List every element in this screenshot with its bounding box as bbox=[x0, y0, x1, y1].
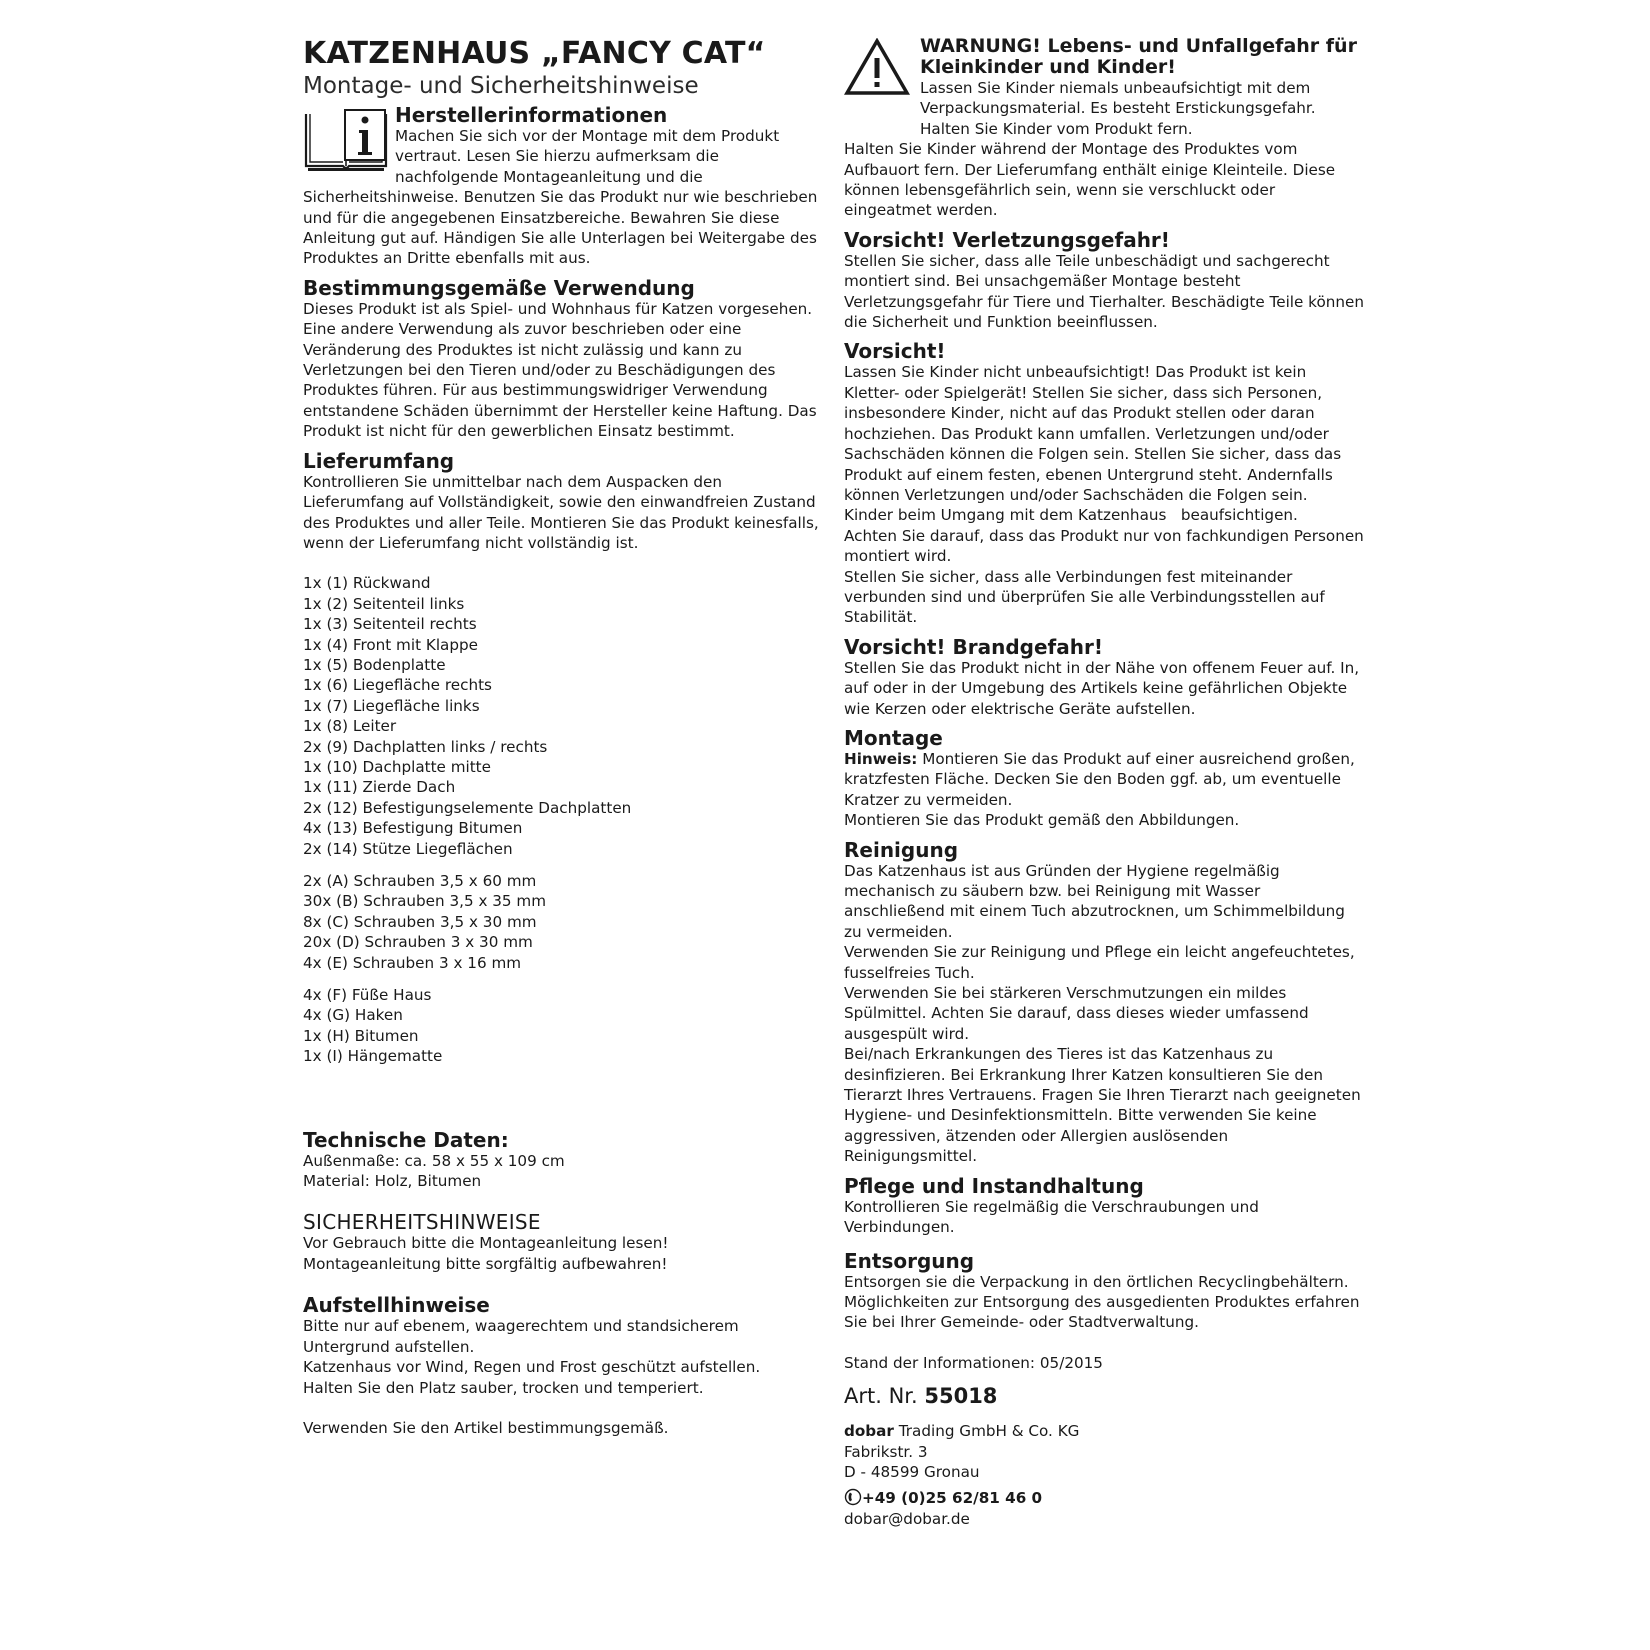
list-item: 2x (9) Dachplatten links / rechts bbox=[303, 737, 548, 756]
paragraph: Stellen Sie das Produkt nicht in der Nähe von offenem Feuer auf. In, auf oder in der Umgebung des Artikels keine gefährlichen Objekte wie Kerzen oder elektrische Geräte aufstellen. bbox=[844, 658, 1360, 718]
list-item: 1x (4) Front mit Klappe bbox=[303, 635, 478, 654]
safety-line: Vor Gebrauch bitte die Montageanleitung lesen! bbox=[303, 1234, 669, 1253]
hint-label: Hinweis: bbox=[844, 749, 918, 768]
paragraph: Bei/nach Erkrankungen des Tieres ist das Katzenhaus zu desinfizieren. Bei Erkrankung Ihrer Katzen konsultieren Sie den Tierarzt Ihres Vertrauens. Fragen Sie Ihren Tierarzt nach geeigneten Hygiene- und Desinfektionsmitteln. Bitte verwenden Sie keine aggressiven, ätzenden oder Allergien auslösenden Reinigungsmittel. bbox=[844, 1045, 1361, 1166]
list-item: 2x (14) Stütze Liegeflächen bbox=[303, 839, 513, 858]
page-subtitle: Montage- und Sicherheitshinweise bbox=[303, 73, 699, 99]
section-heading: Herstellerinformationen bbox=[395, 103, 668, 127]
company-street: Fabrikstr. 3 bbox=[844, 1442, 928, 1461]
paragraph: Halten Sie Kinder während der Montage des Produktes vom Aufbauort fern. Der Lieferumfang enthält einige Kleinteile. Diese können lebensgefährlich sein, wenn sie verschluckt oder eingeatmet werden. bbox=[844, 140, 1336, 220]
phone-line bbox=[844, 1488, 1364, 1508]
paragraph bbox=[844, 749, 1364, 810]
list-item: 1x (5) Bodenplatte bbox=[303, 655, 446, 674]
list-item: 1x (7) Liegefläche links bbox=[303, 696, 480, 715]
warning-section bbox=[844, 36, 1364, 78]
list-item: 1x (6) Liegefläche rechts bbox=[303, 676, 492, 695]
company-brand: dobar bbox=[844, 1422, 894, 1441]
list-item: 1x (H) Bitumen bbox=[303, 1026, 419, 1045]
warning-text: Lassen Sie Kinder niemals unbeaufsichtigt mit dem Verpackungsmaterial. Es besteht Erstickungsgefahr. Halten Sie Kinder vom Produkt fern. bbox=[920, 79, 1316, 138]
warning-title: WARNUNG! Lebens- und Unfallgefahr für Kleinkinder und Kinder! bbox=[920, 35, 1357, 78]
setup-line: Bitte nur auf ebenem, waagerechtem und standsicherem Untergrund aufstellen. bbox=[303, 1317, 739, 1356]
list-item: 1x (10) Dachplatte mitte bbox=[303, 757, 491, 776]
manufacturer-info-section bbox=[303, 104, 823, 269]
paragraph: Kontrollieren Sie unmittelbar nach dem Auspacken den Lieferumfang auf Vollständigkeit, sowie den einwandfreien Zustand des Produktes und aller Teile. Montieren Sie das Produkt keinesfalls, wenn der Lieferumfang nicht vollständig ist. bbox=[303, 472, 819, 552]
list-item: 1x (I) Hängematte bbox=[303, 1047, 443, 1066]
section-heading: Bestimmungsgemäße Verwendung bbox=[303, 275, 695, 300]
extras-list bbox=[303, 985, 823, 1067]
section-heading: Vorsicht! Verletzungsgefahr! bbox=[844, 227, 1170, 252]
parts-list bbox=[303, 573, 823, 859]
page-title: KATZENHAUS „FANCY CAT“ bbox=[303, 36, 766, 71]
info-date: Stand der Informationen: 05/2015 bbox=[844, 1353, 1103, 1372]
section-heading: Lieferumfang bbox=[303, 448, 455, 473]
paragraph: Machen Sie sich vor der Montage mit dem Produkt vertraut. Lesen Sie hierzu aufmerksam die nachfolgende Montageanleitung und die Sicherheitshinweise. Benutzen Sie das Produkt nur wie beschrieben und für die angegebenen Einsatzbereiche. Bewahren Sie diese Anleitung gut auf. Händigen Sie alle Unterlagen bei Weitergabe des Produktes an Dritte ebenfalls mit aus. bbox=[303, 127, 818, 268]
section-heading: Vorsicht! bbox=[844, 339, 946, 364]
section-heading: Technische Daten: bbox=[303, 1127, 509, 1152]
phone-number[interactable]: +49 (0)25 62/81 46 0 bbox=[862, 1489, 1043, 1508]
list-item: 1x (8) Leiter bbox=[303, 717, 397, 736]
list-item: 20x (D) Schrauben 3 x 30 mm bbox=[303, 933, 533, 952]
list-item: 4x (F) Füße Haus bbox=[303, 986, 432, 1005]
list-item: 2x (12) Befestigungselemente Dachplatten bbox=[303, 798, 632, 817]
list-item: 8x (C) Schrauben 3,5 x 30 mm bbox=[303, 912, 537, 931]
hint-text: Montieren Sie das Produkt auf einer ausreichend großen, kratzfesten Fläche. Decken Sie den Boden ggf. ab, um eventuelle Kratzer zu vermeiden. bbox=[844, 749, 1355, 809]
paragraph: Stellen Sie sicher, dass alle Teile unbeschädigt und sachgerecht montiert sind. Bei unsachgemäßer Montage besteht Verletzungsgefahr für Tiere und Tierhalter. Beschädigte Teile können die Sicherheit und Funktion beeinflussen. bbox=[844, 251, 1364, 332]
setup-line: Katzenhaus vor Wind, Regen und Frost geschützt aufstellen. bbox=[303, 1358, 761, 1377]
section-heading: Reinigung bbox=[844, 837, 959, 862]
company-name bbox=[844, 1421, 1364, 1441]
paragraph: Dieses Produkt ist als Spiel- und Wohnhaus für Katzen vorgesehen. Eine andere Verwendung als zuvor beschrieben oder eine Veränderung des Produktes ist nicht zulässig und kann zu Verletzungen bei den Tieren und/oder zu Beschädigungen des Produktes führen. Für aus bestimmungswidriger Verwendung entstandene Schäden übernimmt der Hersteller keine Haftung. Das Produkt ist nicht für den gewerblichen Einsatz bestimmt. bbox=[303, 299, 817, 441]
paragraph: Entsorgen sie die Verpackung in den örtlichen Recyclingbehältern. bbox=[844, 1272, 1349, 1291]
list-item: 1x (2) Seitenteil links bbox=[303, 594, 465, 613]
phone-icon bbox=[844, 1488, 862, 1506]
screws-list bbox=[303, 871, 823, 973]
list-item: 30x (B) Schrauben 3,5 x 35 mm bbox=[303, 892, 547, 911]
setup-line: Halten Sie den Platz sauber, trocken und temperiert. bbox=[303, 1378, 704, 1397]
paragraph: Verwenden Sie zur Reinigung und Pflege ein leicht angefeuchtetes, fusselfreies Tuch. bbox=[844, 943, 1355, 982]
section-heading: Pflege und Instandhaltung bbox=[844, 1173, 1144, 1198]
safety-line: Montageanleitung bitte sorgfältig aufbewahren! bbox=[303, 1254, 668, 1273]
list-item: 1x (1) Rückwand bbox=[303, 574, 431, 593]
section-heading: Montage bbox=[844, 725, 943, 750]
list-item: 2x (A) Schrauben 3,5 x 60 mm bbox=[303, 872, 537, 890]
list-item: 4x (E) Schrauben 3 x 16 mm bbox=[303, 953, 522, 972]
warning-triangle-icon bbox=[844, 38, 910, 96]
setup-closing: Verwenden Sie den Artikel bestimmungsgemäß. bbox=[303, 1418, 669, 1437]
paragraph: Kontrollieren Sie regelmäßig die Verschraubungen und Verbindungen. bbox=[844, 1197, 1259, 1237]
email-link[interactable]: dobar@dobar.de bbox=[844, 1509, 970, 1528]
paragraph: Achten Sie darauf, dass das Produkt nur von fachkundigen Personen montiert wird. bbox=[844, 526, 1364, 566]
list-item: 1x (11) Zierde Dach bbox=[303, 778, 456, 797]
section-heading: Aufstellhinweise bbox=[303, 1293, 490, 1318]
list-item: 4x (G) Haken bbox=[303, 1006, 403, 1025]
company-city: D - 48599 Gronau bbox=[844, 1462, 980, 1481]
tech-line: Außenmaße: ca. 58 x 55 x 109 cm bbox=[303, 1151, 565, 1170]
paragraph: Montieren Sie das Produkt gemäß den Abbildungen. bbox=[844, 811, 1240, 830]
company-suffix: Trading GmbH & Co. KG bbox=[893, 1422, 1080, 1441]
section-heading: Entsorgung bbox=[844, 1248, 975, 1273]
paragraph: Verwenden Sie bei stärkeren Verschmutzungen ein mildes Spülmittel. Achten Sie darauf, dass dieses wieder umfassend ausgespült wird. bbox=[844, 984, 1309, 1043]
article-label: Art. Nr. bbox=[844, 1384, 925, 1409]
list-item: 4x (13) Befestigung Bitumen bbox=[303, 819, 523, 838]
paragraph: Möglichkeiten zur Entsorgung des ausgedienten Produktes erfahren Sie bei Ihrer Gemeinde- oder Stadtverwaltung. bbox=[844, 1292, 1360, 1332]
paragraph bbox=[844, 78, 1364, 139]
section-heading: Vorsicht! Brandgefahr! bbox=[844, 634, 1103, 659]
info-book-icon bbox=[303, 108, 389, 174]
left-column bbox=[303, 36, 823, 1438]
article-number bbox=[844, 1383, 1364, 1409]
paragraph: Lassen Sie Kinder nicht unbeaufsichtigt! Das Produkt ist kein Kletter- oder Spielgerät! Stellen Sie sicher, dass sich Personen, insbesondere Kinder, nicht auf das Produkt stellen oder daran hochziehen. Das Produkt kann umfallen. Verletzungen und/oder Sachschäden können die Folgen sein. Stellen Sie sicher, dass das Produkt auf einem festen, ebenen Untergrund steht. Andernfalls können Verletzungen und/oder Sachschäden die Folgen sein. bbox=[844, 363, 1342, 504]
paragraph: Kinder beim Umgang mit dem Katzenhaus beaufsichtigen. bbox=[844, 506, 1298, 525]
article-value: 55018 bbox=[924, 1384, 998, 1409]
tech-line: Material: Holz, Bitumen bbox=[303, 1172, 482, 1191]
right-column bbox=[844, 36, 1364, 1529]
paragraph: Das Katzenhaus ist aus Gründen der Hygiene regelmäßig mechanisch zu säubern bzw. bei Reinigung mit Wasser anschließend mit einem Tuch abzutrocknen, um Schimmelbildung zu vermeiden. bbox=[844, 861, 1345, 941]
list-item: 1x (3) Seitenteil rechts bbox=[303, 615, 477, 634]
section-heading: SICHERHEITSHINWEISE bbox=[303, 1210, 541, 1235]
paragraph: Stellen Sie sicher, dass alle Verbindungen fest miteinander verbunden sind und überprüfen Sie alle Verbindungsstellen auf Stabilität. bbox=[844, 567, 1325, 627]
